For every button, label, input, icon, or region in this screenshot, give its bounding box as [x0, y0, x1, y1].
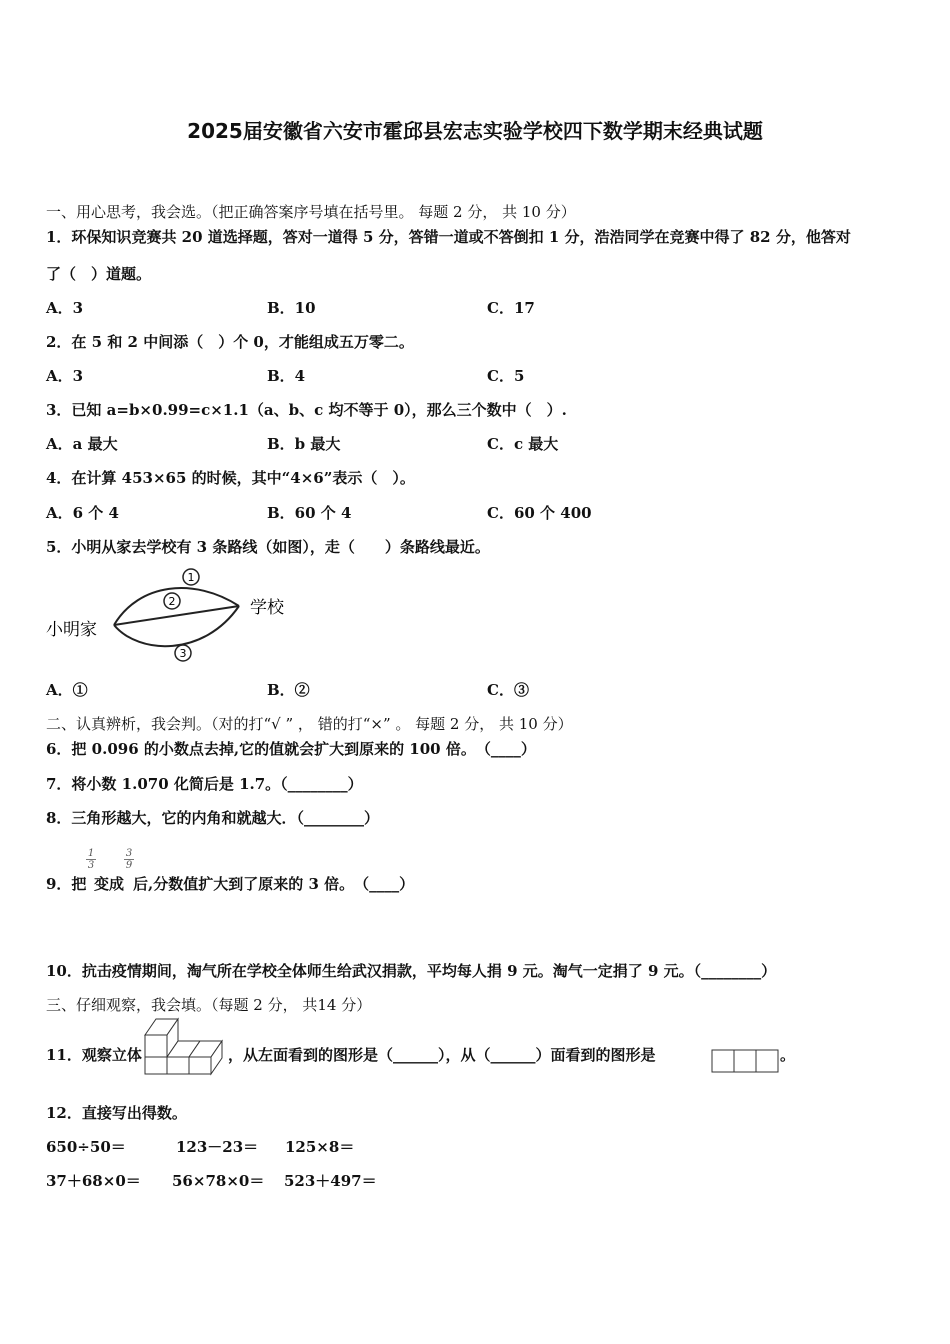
section-3-heading: 三、仔细观察，我会填。（每题 2 分， 共14 分）: [46, 996, 372, 1014]
question-1-text: 1．环保知识竞赛共 20 道选择题，答对一道得 5 分，答错一道或不答倒扣 1 分，浩浩同学在竞赛中得了 82 分，他答对: [46, 228, 851, 246]
page-title: 2025届安徽省六安市霍邱县宏志实验学校四下数学期末经典试题: [187, 119, 763, 143]
route-diagram: [44, 565, 314, 665]
question-11-prefix: 11．观察立体: [46, 1046, 142, 1064]
question-3-text: 3．已知 a=b×0.99=c×1.1（a、b、c 均不等于 0），那么三个数中（ ）.: [46, 401, 567, 419]
view-shape-three-squares: [711, 1049, 781, 1073]
q3-option-a: A．a 最大: [46, 435, 118, 453]
school-label: 学校: [250, 598, 284, 618]
q3-option-b: B．b 最大: [267, 435, 341, 453]
q4-option-a: A．6 个 4: [46, 504, 119, 522]
q5-option-c: C．③: [487, 681, 529, 699]
question-8-text: 8．三角形越大，它的内角和就越大．（________）: [46, 809, 379, 827]
fraction-2-denominator: 9: [125, 860, 133, 871]
calc-item: 523＋497＝: [284, 1172, 377, 1190]
question-1-text-cont: 了（ ）道题。: [46, 265, 152, 283]
question-6-text: 6．把 0.096 的小数点去掉,它的值就会扩大到原来的 100 倍。 （____）: [46, 740, 536, 758]
q5-option-b: B．②: [267, 681, 310, 699]
question-10-text: 10．抗击疫情期间，淘气所在学校全体师生给武汉捐款，平均每人捐 9 元。淘气一定捐了 9 元。（________）: [46, 962, 777, 980]
question-9-prefix: 9．把: [46, 875, 87, 893]
q4-option-c: C．60 个 400: [487, 504, 592, 522]
calc-item: 650÷50＝: [46, 1138, 126, 1156]
section-2-heading: 二、认真辨析，我会判。（对的打“√ ” ， 错的打“×” 。 每题 2 分， 共 10 分）: [46, 715, 573, 733]
fraction-1-numerator: 1: [87, 848, 95, 859]
question-11-text: ，从左面看到的图形是（______），从（______）面看到的图形是: [228, 1046, 656, 1064]
question-5-text: 5．小明从家去学校有 3 条路线（如图），走（ ）条路线最近。: [46, 538, 490, 556]
home-label: 小明家: [46, 620, 97, 640]
calc-item: 123－23＝: [176, 1138, 259, 1156]
question-9-suffix: 后,分数值扩大到了原来的 3 倍。 （____）: [133, 875, 415, 893]
question-4-text: 4．在计算 453×65 的时候，其中“4×6”表示（ ）。: [46, 469, 415, 487]
question-12-heading: 12．直接写出得数。: [46, 1104, 187, 1122]
calc-item: 125×8＝: [285, 1138, 355, 1156]
q3-option-c: C．c 最大: [487, 435, 559, 453]
q1-option-a: A．3: [46, 299, 84, 317]
q1-option-c: C．17: [487, 299, 535, 317]
calc-item: 37＋68×0＝: [46, 1172, 141, 1190]
question-9-middle: 变成: [94, 875, 125, 893]
q2-option-a: A．3: [46, 367, 84, 385]
fraction-1-3: [86, 848, 96, 871]
question-11-end: 。: [780, 1046, 796, 1064]
fraction-2-numerator: 3: [125, 848, 133, 859]
q1-option-b: B．10: [267, 299, 316, 317]
q5-option-a: A．①: [46, 681, 88, 699]
calc-item: 56×78×0＝: [172, 1172, 265, 1190]
route-2-label: 2: [168, 595, 176, 608]
question-2-text: 2．在 5 和 2 中间添（ ）个 0，才能组成五万零二。: [46, 333, 414, 351]
question-7-text: 7．将小数 1.070 化简后是 1.7。（________）: [46, 775, 363, 793]
cube-solid-figure: [144, 1017, 229, 1075]
route-1-label: 1: [187, 571, 195, 584]
section-1-heading: 一、用心思考，我会选。（把正确答案序号填在括号里。 每题 2 分， 共 10 分）: [46, 203, 576, 221]
q2-option-b: B．4: [267, 367, 306, 385]
fraction-1-denominator: 3: [87, 860, 95, 871]
route-3-label: 3: [179, 647, 187, 660]
q2-option-c: C．5: [487, 367, 525, 385]
fraction-3-9: [124, 848, 134, 871]
q4-option-b: B．60 个 4: [267, 504, 352, 522]
